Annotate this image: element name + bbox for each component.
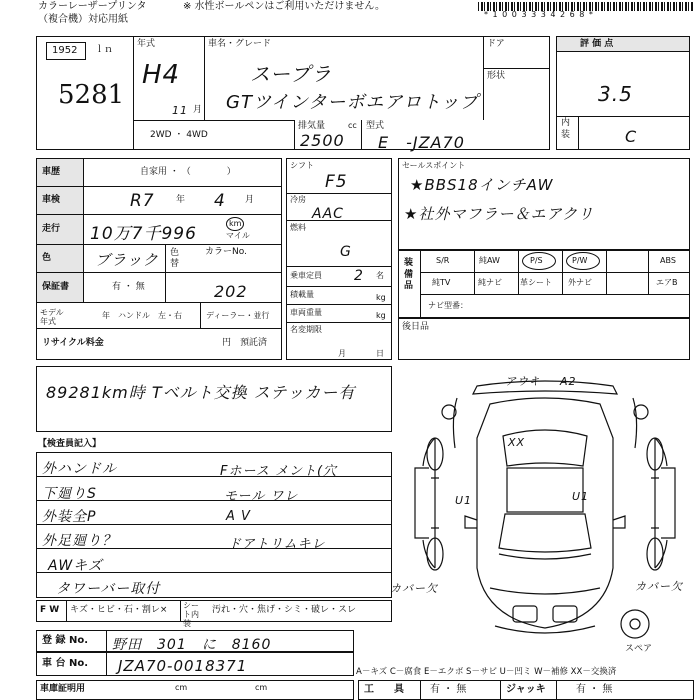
- damage-mark-4: U1: [455, 494, 473, 507]
- mileage-value: 10万7千996: [90, 224, 197, 244]
- damage-mark-2: A2: [560, 375, 577, 388]
- model-year-label: モデル年式: [40, 308, 64, 326]
- notes-line-1: 89281km時 Tベルト交換 ステッカー有: [46, 383, 356, 402]
- cert-cm-1: cm: [175, 683, 188, 692]
- mileage-mile: マイル: [226, 231, 250, 240]
- handle-label: ハンドル 左・右: [118, 311, 182, 320]
- equip-sr: S/R: [436, 256, 450, 265]
- model-year-unit: 年: [102, 311, 110, 320]
- score-value: 3.5: [598, 82, 633, 106]
- equip-aw: 純AW: [479, 256, 500, 265]
- inspector-left-2: 下廻りS: [42, 486, 97, 502]
- rear-frame: [398, 318, 690, 360]
- name-change-month: 月: [338, 349, 346, 358]
- recycle-unit: 円 預託済: [222, 338, 268, 348]
- door-label: ドア: [487, 39, 505, 49]
- rear-label: 後日品: [402, 322, 430, 332]
- type-label: 型式: [366, 121, 385, 131]
- inspector-label: 【検査員記入】: [38, 439, 102, 449]
- displacement-unit: cc: [348, 121, 357, 130]
- ac-label: 冷房: [290, 195, 306, 204]
- weight-label: 車両重量: [290, 308, 322, 317]
- displacement-value: 2500: [300, 131, 345, 150]
- color-no-label: カラーNo.: [205, 247, 247, 257]
- inspector-left-5: AWキズ: [48, 558, 103, 574]
- model-label: 車名・グレード: [208, 39, 272, 49]
- capacity-value: 2: [354, 268, 364, 284]
- model-grade: GTツインターボエアロトップ: [226, 92, 479, 113]
- chassis-label: 車 台 No.: [42, 658, 89, 669]
- equip-pw: P/W: [572, 256, 588, 265]
- serial-number: * 1 0 0 3 3 3 4 2 6 8 *: [484, 10, 594, 19]
- inspection-month: 4: [214, 191, 226, 211]
- ballpoint-notice: ※ 水性ボールペンはご利用いただけません。: [183, 1, 385, 12]
- score-label: 評 価 点: [580, 39, 614, 49]
- model-name: スープラ: [250, 62, 332, 86]
- jack-label: ジャッキ: [506, 684, 546, 695]
- mileage-km: km: [229, 219, 242, 228]
- damage-mark-7: カバー欠: [635, 580, 683, 593]
- registration-value: 野田 301 に 8160: [112, 637, 272, 653]
- capacity-label: 乗車定員: [290, 271, 322, 280]
- sales-label: セールスポイント: [402, 161, 466, 170]
- car-damage-diagram: [395, 378, 695, 650]
- inspector-right-4: ドアトリムキレ: [228, 537, 326, 552]
- capacity-unit: 名: [376, 271, 384, 280]
- session-unit: ｌｎ: [95, 45, 114, 55]
- color-label: 色: [42, 253, 52, 263]
- cert-label: 車庫証明用: [40, 684, 86, 694]
- registration-label: 登 録 No.: [42, 635, 89, 646]
- warranty-value: 有 ・ 無: [112, 282, 145, 292]
- shift-label: シフト: [290, 161, 314, 170]
- jack-value: 有 ・ 無: [576, 684, 613, 695]
- color-value: ブラック: [95, 251, 159, 269]
- fw-items: キズ・ヒビ・石・割レ×: [70, 605, 168, 615]
- year-unit: 年: [176, 195, 186, 205]
- interior-value: C: [625, 127, 638, 146]
- inspector-right-2: モール ワレ: [224, 489, 299, 504]
- load-unit: kg: [376, 293, 386, 302]
- mileage-label: 走行: [42, 224, 61, 234]
- damage-mark-3: XX: [508, 436, 526, 449]
- printer-note-2: （複合機）対応用紙: [38, 14, 128, 25]
- warranty-label: 保証書: [42, 282, 70, 292]
- tools-label: 工 具: [364, 684, 404, 695]
- equip-abs: ABS: [660, 256, 676, 265]
- year-value: H4: [142, 60, 181, 90]
- dealer-label: ディーラー・並行: [206, 311, 270, 320]
- inspector-left-1: 外ハンドル: [42, 461, 117, 477]
- shift-value: F5: [325, 172, 348, 192]
- inspector-left-4: 外足廻り？: [42, 533, 117, 549]
- equip-airbag: エアB: [656, 278, 678, 287]
- month-unit: 月: [245, 195, 255, 205]
- tools-value: 有 ・ 無: [430, 684, 467, 695]
- equip-leather: 革シート: [520, 278, 552, 287]
- recycle-label: リサイクル料金: [42, 338, 104, 348]
- fuel-label: 燃料: [290, 223, 306, 232]
- year-month-suffix: 月: [193, 105, 203, 115]
- equip-tv: 純TV: [432, 278, 451, 287]
- ac-value: AAC: [312, 206, 344, 222]
- year-month: 11: [172, 104, 188, 117]
- equipment-label: 装備品: [404, 258, 414, 292]
- year-label: 年式: [137, 39, 156, 49]
- damage-mark-1: アウキ: [505, 375, 541, 388]
- damage-mark-6: カバー欠: [390, 582, 438, 595]
- seat-items: 汚れ・穴・焦げ・シミ・破レ・スレ: [212, 605, 357, 615]
- cert-cm-2: cm: [255, 683, 268, 692]
- weight-unit: kg: [376, 311, 386, 320]
- fuel-value: G: [340, 244, 352, 260]
- type-value: E -JZA70: [378, 133, 465, 152]
- equip-ext-navi: 外ナビ: [568, 278, 592, 287]
- damage-legend: A－キズ C－腐食 E－エクボ S－サビ U－凹ミ W－補修 XX－交換済: [356, 667, 617, 677]
- color-change-label: 色替: [170, 248, 180, 269]
- sales-item-2: ★社外マフラー＆エアクリ: [404, 205, 594, 223]
- drive-label: 2WD ・ 4WD: [150, 130, 208, 140]
- fw-label: F W: [40, 605, 60, 615]
- interior-label: 内装: [561, 118, 571, 140]
- chassis-value: JZA70-0018371: [118, 657, 248, 675]
- printer-note-1: カラーレーザープリンタ: [38, 1, 147, 12]
- inspection-label: 車検: [42, 195, 61, 205]
- inspector-right-1: Fホース メント(穴: [220, 464, 338, 479]
- displacement-label: 排気量: [298, 121, 326, 131]
- name-change-day: 日: [376, 349, 384, 358]
- history-label: 車歴: [42, 167, 61, 177]
- inspection-year: R7: [130, 191, 155, 211]
- damage-mark-5: U1: [572, 490, 590, 503]
- equip-ps: P/S: [530, 256, 543, 265]
- sales-item-1: ★BBS18インチAW: [410, 176, 554, 194]
- navi-model-label: ナビ型番：: [428, 301, 468, 310]
- session-number: 1952: [52, 45, 78, 56]
- load-label: 積載量: [290, 290, 314, 299]
- seat-label: シート内装: [183, 601, 199, 628]
- shape-label: 形状: [487, 71, 506, 81]
- equip-navi: 純ナビ: [478, 278, 502, 287]
- inspector-left-3: 外装全P: [42, 509, 97, 525]
- spare-label: スペア: [625, 644, 653, 654]
- history-value: 自家用 ・ （ ）: [140, 167, 236, 177]
- inspector-left-6: タワーバー取付: [56, 581, 161, 597]
- color-no-value: 202: [214, 282, 248, 301]
- inspector-right-3: A V: [226, 509, 251, 524]
- lot-number: 5281: [58, 80, 125, 110]
- name-change-label: 名変期限: [290, 325, 322, 334]
